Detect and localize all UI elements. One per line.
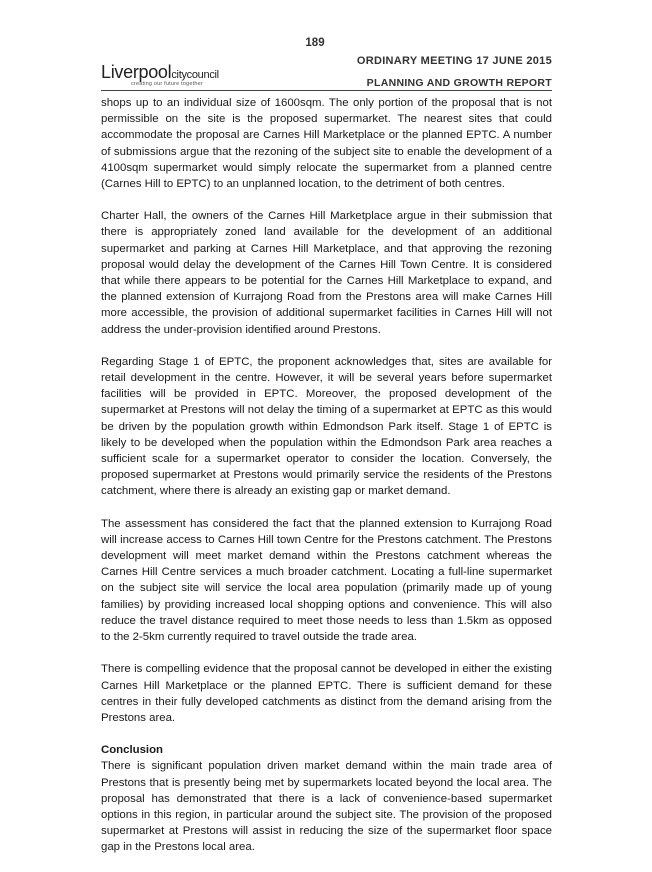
header-divider	[101, 90, 552, 91]
body-paragraph: Charter Hall, the owners of the Carnes Hill Marketplace argue in their submission that there is appropriately zoned land available for the development of an additional supermarket and parking at Carnes Hill Marketplace, and that approving the rezoning proposal would delay the development of the Carnes Hill Town Centre. It is considered that while there appears to be potential for the Carnes Hill Marketplace to expand, and the planned extension of Kurrajong Road from the Prestons area will make Carnes Hill more accessible, the provision of additional supermarket facilities in Carnes Hill will not address the under-provision identified around Prestons.	[101, 210, 552, 336]
document-body	[101, 95, 552, 872]
council-logo	[101, 62, 219, 87]
logo-tagline: creating our future together	[131, 81, 203, 87]
conclusion-heading: Conclusion	[101, 744, 164, 757]
body-paragraph: There is compelling evidence that the proposal cannot be developed in either the existing Carnes Hill Marketplace or the planned EPTC. There is sufficient demand for these centres in their fully developed catchments as distinct from the demand arising from the Prestons area.	[101, 663, 552, 724]
meeting-title: ORDINARY MEETING 17 JUNE 2015	[356, 55, 552, 67]
report-title: PLANNING AND GROWTH REPORT	[366, 77, 552, 89]
page-number: 189	[305, 37, 325, 49]
body-paragraph: shops up to an individual size of 1600sqm. The only portion of the proposal that is not permissible on the site is the proposed supermarket. The nearest sites that could accommodate the proposal are Carnes Hill Marketplace or the planned EPTC. A number of submissions argue that the rezoning of the subject site to enable the development of a 4100sqm supermarket would simply relocate the supermarket from a planned centre (Carnes Hill to EPTC) to an unplanned location, to the detriment of both centres.	[101, 97, 552, 191]
body-paragraph: Regarding Stage 1 of EPTC, the proponent acknowledges that, sites are available for retail development in the centre. However, it will be several years before supermarket facilities will be provided in EPTC. Moreover, the proposed development of the supermarket at Prestons will not delay the timing of a supermarket at EPTC as this would be driven by the population growth within Edmondson Park itself. Stage 1 of EPTC is likely to be developed when the population within the Edmondson Park area reaches a sufficient scale for a supermarket operator to consider the location. Conversely, the proposed supermarket at Prestons would primarily service the residents of the Prestons catchment, where there is already an existing gap or market demand.	[101, 355, 552, 498]
logo-main-text: Liverpool	[101, 62, 172, 82]
logo-sub-text: citycouncil	[171, 69, 219, 81]
body-paragraph: The assessment has considered the fact that the planned extension to Kurrajong Road will increase access to Carnes Hill town Centre for the Prestons catchment. The Prestons development will meet market demand within the Prestons catchment whereas the Carnes Hill Centre services a much broader catchment. Locating a full-line supermarket on the subject site will service the local area population (primarily made up of young families) by providing increased local shopping options and convenience. This will also reduce the travel distance required to meet those needs to less than 1.5km as opposed to the 2-5km currently required to travel outside the trade area.	[101, 517, 552, 644]
conclusion-paragraph: There is significant population driven market demand within the main trade area of Prestons that is presently being met by supermarkets located beyond the local area. The proposal has demonstrated that there is a lack of convenience-based supermarket options in this region, in particular around the subject site. The provision of the proposed supermarket at Prestons will assist in reducing the size of the supermarket floor space gap in the Prestons local area.	[101, 760, 552, 854]
